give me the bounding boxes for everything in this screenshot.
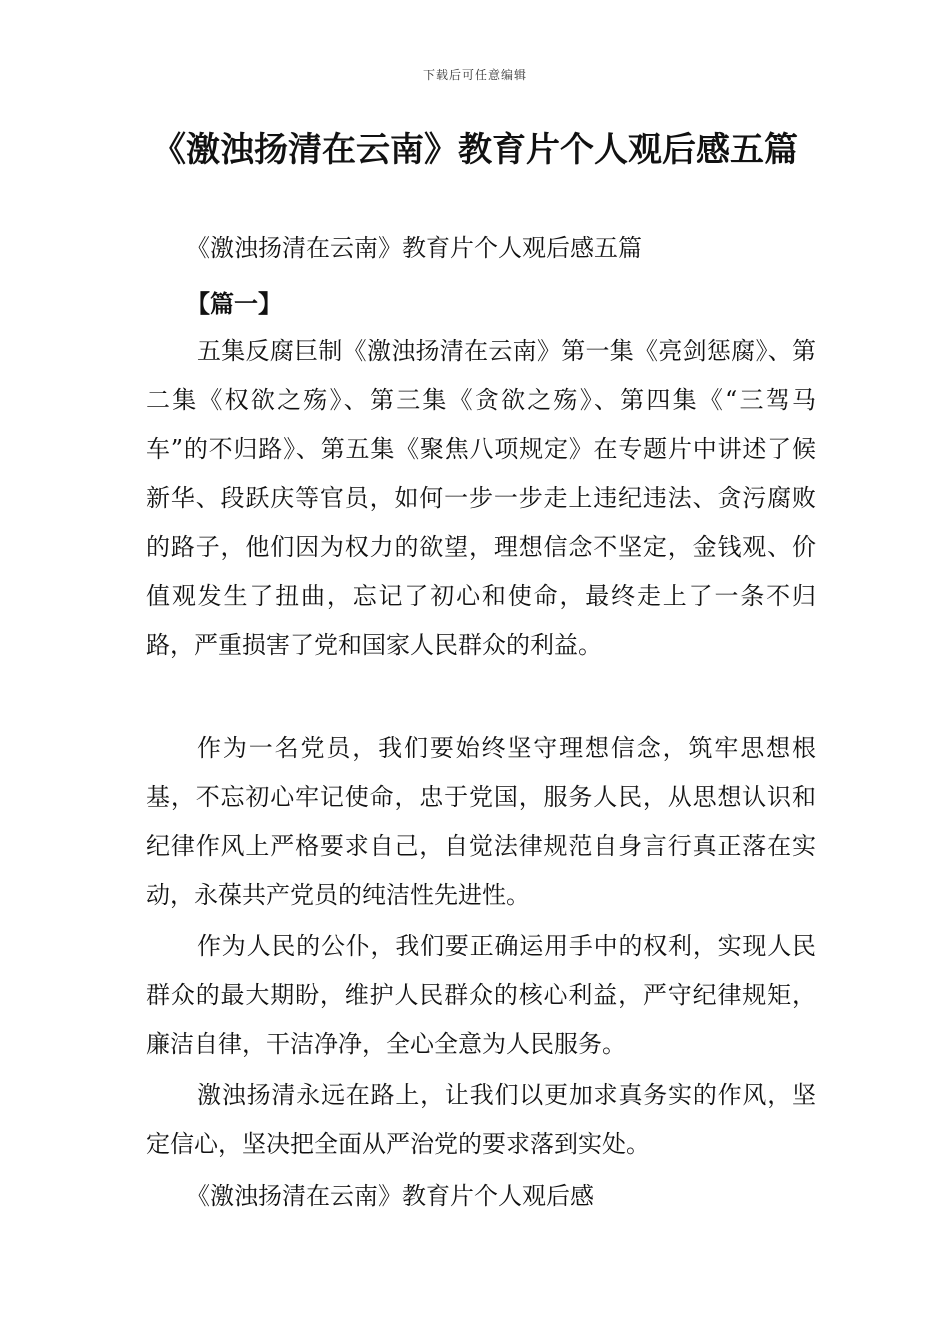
- document-subtitle: 《激浊扬清在云南》教育片个人观后感五篇: [186, 234, 642, 262]
- paragraph-3: 作为人民的公仆，我们要正确运用手中的权利，实现人民群众的最大期盼，维护人民群众的核心利益，严守纪律规矩，廉洁自律，干洁净净，全心全意为人民服务。: [146, 932, 816, 1058]
- paragraph-5-heading: 《激浊扬清在云南》教育片个人观后感: [186, 1182, 594, 1210]
- section-label: 【篇一】: [186, 290, 282, 318]
- document-title: 《激浊扬清在云南》教育片个人观后感五篇: [152, 130, 798, 170]
- paragraph-1: 五集反腐巨制《激浊扬清在云南》第一集《亮剑惩腐》、第二集《权欲之殇》、第三集《贪欲之殇》、第四集《“三驾马车”的不归路》、第五集《聚焦八项规定》在专题片中讲述了候新华、段跃庆等官员，如何一步一步走上违纪违法、贪污腐败的路子，他们因为权力的欲望，理想信念不坚定，金钱观、价值观发生了扭曲，忘记了初心和使命，最终走上了一条不归路，严重损害了党和国家人民群众的利益。: [146, 337, 816, 659]
- header-note: 下载后可任意编辑: [422, 68, 527, 82]
- paragraph-4: 激浊扬清永远在路上，让我们以更加求真务实的作风，坚定信心，坚决把全面从严治党的要求落到实处。: [146, 1081, 816, 1158]
- paragraph-2: 作为一名党员，我们要始终坚守理想信念，筑牢思想根基，不忘初心牢记使命，忠于党国，服务人民，从思想认识和纪律作风上严格要求自己，自觉法律规范自身言行真正落在实动，永葆共产党员的纯洁性先进性。: [146, 734, 816, 909]
